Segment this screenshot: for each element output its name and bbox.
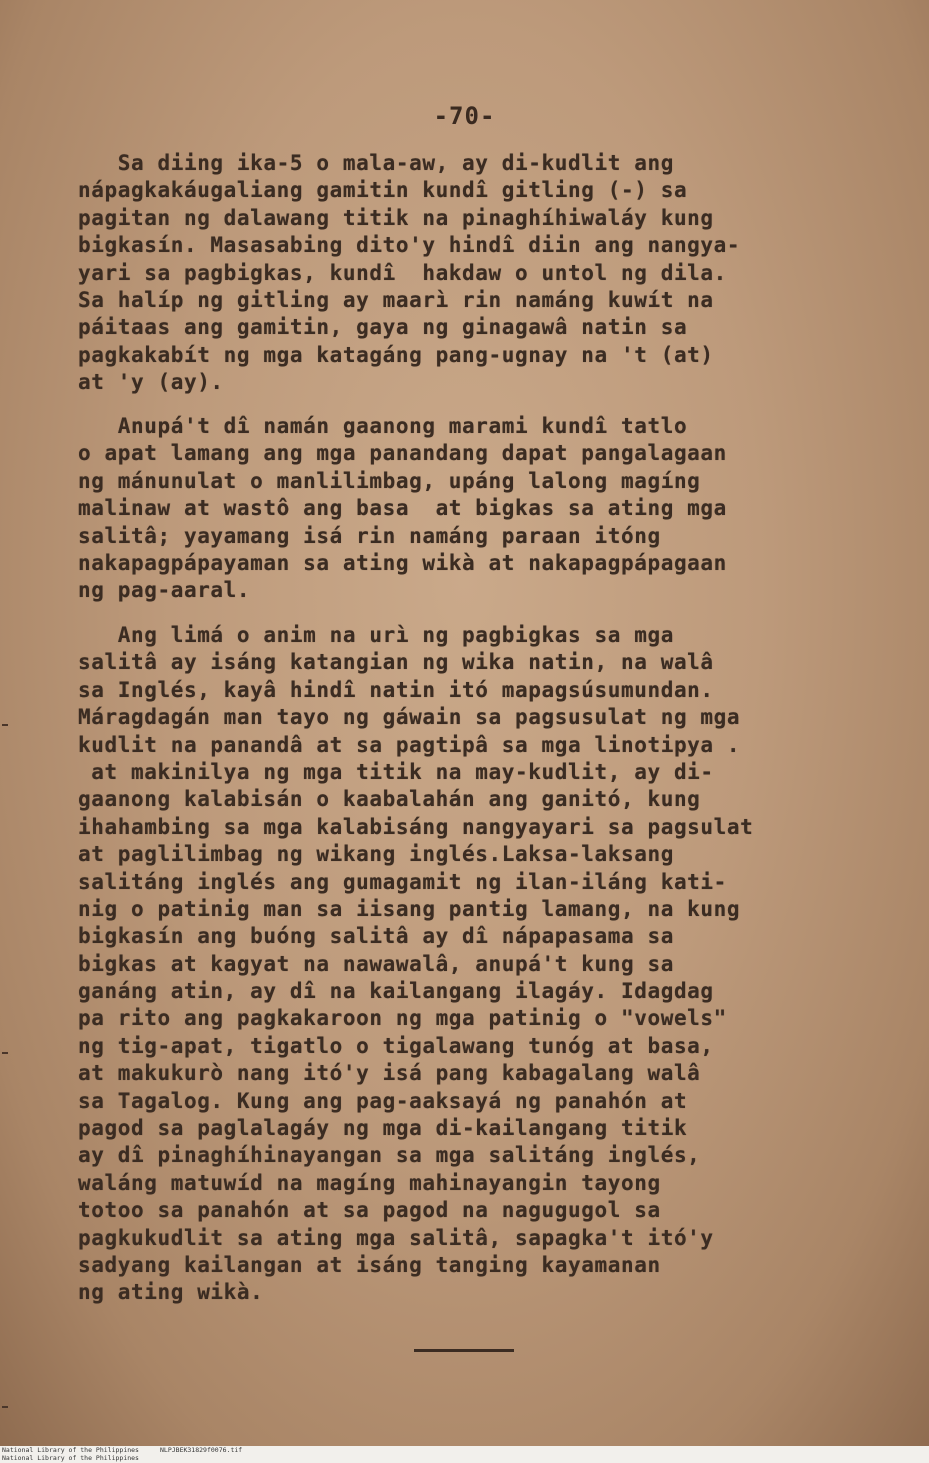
- text-line: yari sa pagbigkas, kundî hakdaw o untol ng dila.: [78, 260, 727, 285]
- margin-mark: [2, 1052, 8, 1054]
- text-line: at 'y (ay).: [78, 370, 224, 395]
- text-line: at paglilimbag ng wikang inglés.Laksa-laksang: [78, 842, 674, 867]
- scan-footer: [0, 1446, 929, 1463]
- text-line: salitáng inglés ang gumagamit ng ilan-iláng kati-: [78, 869, 727, 894]
- page-number: -70-: [433, 102, 496, 130]
- footer-library-label: National Library of the Philippines: [2, 1446, 139, 1454]
- text-line: at makinilya ng mga titik na may-kudlit, ay di-: [78, 759, 714, 784]
- text-line: ng tig-apat, tigatlo o tigalawang tunóg at basa,: [78, 1033, 714, 1058]
- text-line: ng ating wikà.: [78, 1280, 264, 1305]
- text-line: nig o patinig man sa iisang pantig lamang, na kung: [78, 896, 741, 921]
- text-line: malinaw at wastô ang basa at bigkas sa ating mga: [78, 496, 727, 521]
- text-line: Ang limá o anim na urì ng pagbigkas sa mga: [78, 623, 674, 647]
- margin-mark: [2, 724, 8, 726]
- text-line: kudlit na panandâ at sa pagtipâ sa mga linotipya .: [78, 732, 741, 757]
- paragraph-2: [78, 413, 878, 605]
- text-line: salitâ; yayamang isá rin namáng paraan itóng: [78, 523, 661, 548]
- text-line: ng mánunulat o manlilimbag, upáng lalong magíng: [78, 468, 701, 493]
- text-line: Sa halíp ng gitling ay maarì rin namáng kuwít na: [78, 287, 714, 312]
- text-line: pa rito ang pagkakaroon ng mga patinig o "vowels": [78, 1006, 727, 1031]
- paragraph-1: [78, 150, 878, 397]
- footer-file-id: NLPJBEK31829f0076.tif: [160, 1446, 243, 1454]
- text-line: pagkukudlit sa ating mga salitâ, sapagka't itó'y: [78, 1225, 714, 1250]
- text-line: totoo sa panahón at sa pagod na nagugugol sa: [78, 1198, 661, 1223]
- text-line: bigkasín. Masasabing dito'y hindî diin ang nangya-: [78, 233, 741, 258]
- text-line: bigkasín ang buóng salitâ ay dî nápapasama sa: [78, 924, 674, 949]
- text-line: gaanong kalabisán o kaabalahán ang ganitó, kung: [78, 787, 701, 812]
- text-line: salitâ ay isáng katangian ng wika natin, na walâ: [78, 650, 714, 675]
- text-line: Máragdagán man tayo ng gáwain sa pagsusulat ng mga: [78, 705, 741, 730]
- text-line: ng pag-aaral.: [78, 578, 251, 603]
- text-line: pagod sa paglalagáy ng mga di-kailangang titik: [78, 1116, 688, 1141]
- text-line: sa Tagalog. Kung ang pag-aaksayá ng panahón at: [78, 1088, 688, 1113]
- text-line: páitaas ang gamitin, gaya ng ginagawâ natin sa: [78, 315, 688, 340]
- text-line: o apat lamang ang mga panandang dapat pangalagaan: [78, 441, 727, 466]
- text-line: sa Inglés, kayâ hindî natin itó mapagsúsumundan.: [78, 677, 714, 702]
- footer-library-label: National Library of the Philippines: [2, 1454, 139, 1462]
- margin-mark: [2, 1406, 8, 1408]
- text-line: waláng matuwíd na magíng mahinayangin tayong: [78, 1170, 661, 1195]
- text-line: ganáng atin, ay dî na kailangang ilagáy. Idagdag: [78, 979, 714, 1004]
- text-line: ihahambing sa mga kalabisáng nangyayari sa pagsulat: [78, 814, 754, 839]
- text-line: pagitan ng dalawang titik na pinaghíhiwaláy kung: [78, 205, 714, 230]
- text-line: at makukurò nang itó'y isá pang kabagalang walâ: [78, 1061, 701, 1086]
- text-line: pagkakabít ng mga katagáng pang-ugnay na 't (at): [78, 342, 714, 367]
- text-line: ay dî pinaghíhinayangan sa mga salitáng inglés,: [78, 1143, 701, 1168]
- paragraph-3: [78, 622, 878, 1307]
- text-line: nápagkakáugaliang gamitin kundî gitling (-) sa: [78, 178, 688, 203]
- closing-rule: [414, 1349, 514, 1352]
- text-line: bigkas at kagyat na nawawalâ, anupá't kung sa: [78, 951, 674, 976]
- text-line: Anupá't dî namán gaanong marami kundî tatlo: [78, 414, 688, 438]
- text-line: nakapagpápayaman sa ating wikà at nakapagpápagaan: [78, 550, 727, 575]
- text-line: Sa diing ika-5 o mala-aw, ay di-kudlit ang: [78, 151, 674, 175]
- text-line: sadyang kailangan at isáng tanging kayamanan: [78, 1252, 661, 1277]
